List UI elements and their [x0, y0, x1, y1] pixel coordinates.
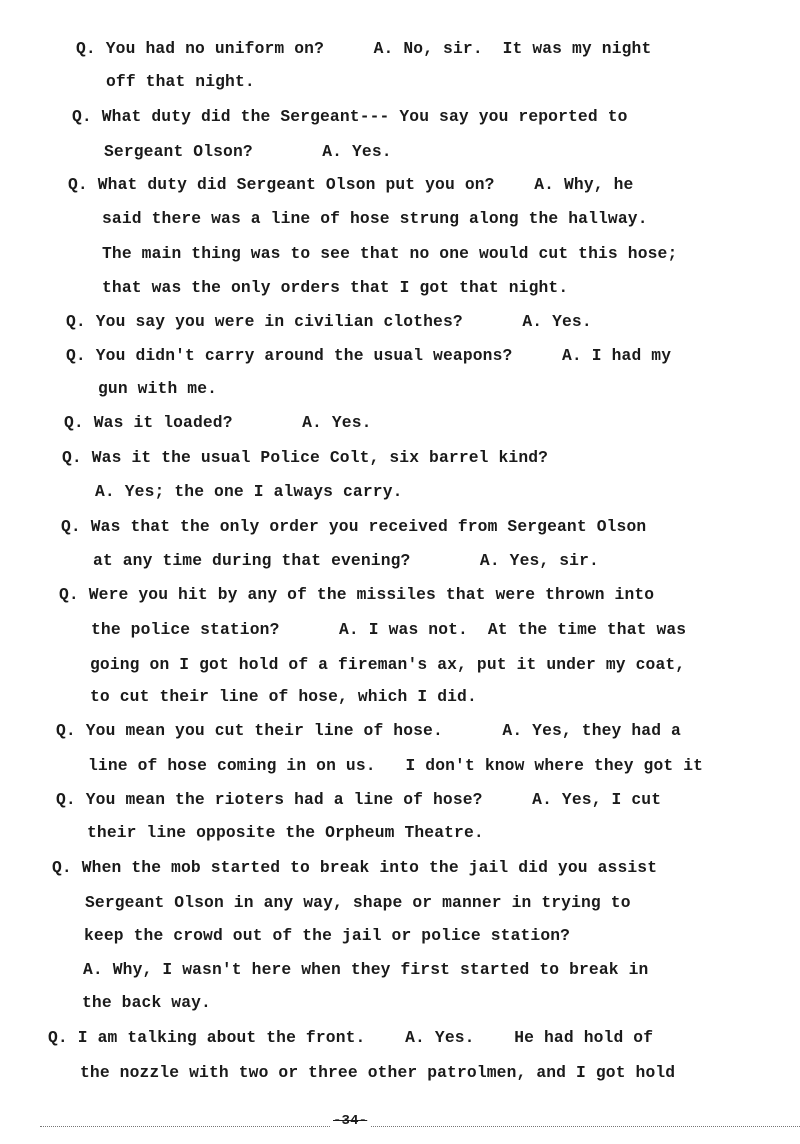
transcript-line: Sergeant Olson in any way, shape or manner in trying to — [85, 893, 631, 912]
question-line: Q. Was it the usual Police Colt, six barrel kind? — [62, 448, 549, 467]
answer-line: A. Why, I wasn't here when they first started to break in — [83, 960, 649, 979]
question-line: Q. You didn't carry around the usual weapons? A. I had my — [66, 346, 672, 365]
question-line: Q. You mean the rioters had a line of hose? A. Yes, I cut — [56, 790, 662, 809]
question-line: Q. When the mob started to break into the jail did you assist — [52, 858, 658, 877]
question-line: Q. What duty did Sergeant Olson put you on? A. Why, he — [68, 175, 634, 194]
page-footer — [40, 1113, 800, 1131]
page-number: -34- — [330, 1113, 370, 1129]
question-line: Q. Were you hit by any of the missiles that were thrown into — [59, 585, 655, 604]
question-line: Q. You had no uniform on? A. No, sir. It was my night — [76, 39, 652, 58]
transcript-line: said there was a line of hose strung along the hallway. — [102, 209, 648, 228]
transcript-line: the police station? A. I was not. At the time that was — [91, 620, 687, 639]
transcript-line: to cut their line of hose, which I did. — [90, 687, 477, 706]
footer-dotted-rule — [40, 1126, 800, 1128]
transcript-line: going on I got hold of a fireman's ax, put it under my coat, — [90, 655, 686, 674]
transcript-line: the nozzle with two or three other patrolmen, and I got hold — [80, 1063, 676, 1082]
question-line: Q. You say you were in civilian clothes? A. Yes. — [66, 312, 592, 331]
transcript-line: line of hose coming in on us. I don't know where they got it — [88, 756, 704, 775]
answer-line: A. Yes; the one I always carry. — [95, 482, 403, 501]
transcript-line: the back way. — [82, 993, 211, 1012]
question-line: Q. What duty did the Sergeant--- You say you reported to — [72, 107, 628, 126]
transcript-line: that was the only orders that I got that night. — [102, 278, 569, 297]
transcript-line: their line opposite the Orpheum Theatre. — [87, 823, 484, 842]
question-line: Q. I am talking about the front. A. Yes. He had hold of — [48, 1028, 654, 1047]
question-line: Q. Was it loaded? A. Yes. — [64, 413, 372, 432]
transcript-line: Sergeant Olson? A. Yes. — [104, 142, 392, 161]
transcript-line: keep the crowd out of the jail or police station? — [84, 926, 571, 945]
transcript-line: at any time during that evening? A. Yes, sir. — [93, 551, 599, 570]
transcript-line: off that night. — [106, 72, 255, 91]
transcript-line: gun with me. — [98, 379, 218, 398]
question-line: Q. Was that the only order you received from Sergeant Olson — [61, 517, 647, 536]
question-line: Q. You mean you cut their line of hose. A. Yes, they had a — [56, 721, 681, 740]
transcript-line: The main thing was to see that no one would cut this hose; — [102, 244, 678, 263]
